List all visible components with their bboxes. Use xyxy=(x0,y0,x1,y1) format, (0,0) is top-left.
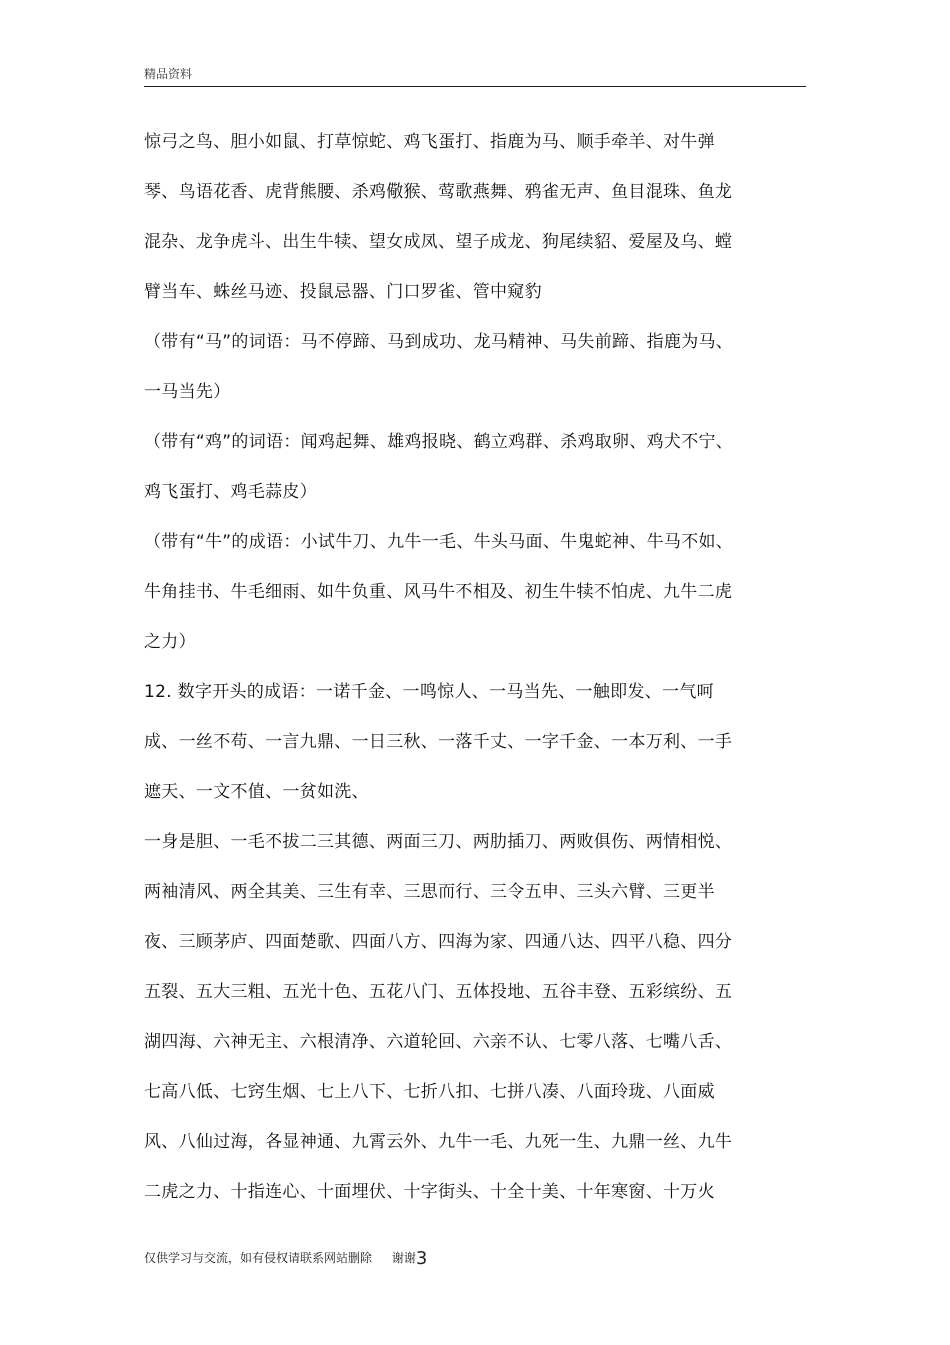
text-line: 一马当先） xyxy=(144,382,231,402)
footer-thanks: 谢谢 xyxy=(391,1251,416,1265)
header-label: 精品资料 xyxy=(144,67,193,81)
text-line: 牛角挂书、牛毛细雨、如牛负重、风马牛不相及、初生牛犊不怕虎、九牛二虎 xyxy=(144,582,733,602)
page-number: 3 xyxy=(415,1248,428,1269)
text-line: 鸡飞蛋打、鸡毛蒜皮） xyxy=(144,482,317,502)
page-header xyxy=(144,66,806,87)
text-line: 五裂、五大三粗、五光十色、五花八门、五体投地、五谷丰登、五彩缤纷、五 xyxy=(144,982,733,1002)
text-line: 湖四海、六神无主、六根清净、六道轮回、六亲不认、七零八落、七嘴八舌、 xyxy=(144,1032,733,1052)
text-line: 混杂、龙争虎斗、出生牛犊、望女成凤、望子成龙、狗尾续貂、爱屋及乌、螳 xyxy=(144,232,733,252)
document-body xyxy=(144,125,784,1225)
footer-note: 仅供学习与交流，如有侵权请联系网站删除 xyxy=(144,1251,373,1265)
text-line: 遮天、一文不值、一贫如洗、 xyxy=(144,782,369,802)
text-line: 夜、三顾茅庐、四面楚歌、四面八方、四海为家、四通八达、四平八稳、四分 xyxy=(144,932,733,952)
text-line: 七高八低、七窍生烟、七上八下、七折八扣、七拼八凑、八面玲珑、八面威 xyxy=(144,1082,715,1102)
text-line: 之力） xyxy=(144,632,196,652)
text-line: 一身是胆、一毛不拔二三其德、两面三刀、两肋插刀、两败俱伤、两情相悦、 xyxy=(144,832,733,852)
text-line: 风、八仙过海，各显神通、九霄云外、九牛一毛、九死一生、九鼎一丝、九牛 xyxy=(144,1132,733,1152)
text-line: 二虎之力、十指连心、十面埋伏、十字街头、十全十美、十年寒窗、十万火 xyxy=(144,1182,715,1202)
text-line: 12. 数字开头的成语：一诺千金、一鸣惊人、一马当先、一触即发、一气呵 xyxy=(144,682,714,702)
text-line: 两袖清风、两全其美、三生有幸、三思而行、三令五申、三头六臂、三更半 xyxy=(144,882,715,902)
text-line: （带有“马”的词语：马不停蹄、马到成功、龙马精神、马失前蹄、指鹿为马、 xyxy=(144,332,734,352)
text-line: 琴、鸟语花香、虎背熊腰、杀鸡儆猴、莺歌燕舞、鸦雀无声、鱼目混珠、鱼龙 xyxy=(144,182,733,202)
text-line: 惊弓之鸟、胆小如鼠、打草惊蛇、鸡飞蛋打、指鹿为马、顺手牵羊、对牛弹 xyxy=(144,132,715,152)
text-line: （带有“鸡”的词语：闻鸡起舞、雄鸡报晓、鹤立鸡群、杀鸡取卵、鸡犬不宁、 xyxy=(144,432,734,452)
text-line: 臂当车、蛛丝马迹、投鼠忌器、门口罗雀、管中窥豹 xyxy=(144,282,542,302)
page-footer xyxy=(144,1248,427,1269)
text-line: 成、一丝不苟、一言九鼎、一日三秋、一落千丈、一字千金、一本万利、一手 xyxy=(144,732,733,752)
text-line: （带有“牛”的成语：小试牛刀、九牛一毛、牛头马面、牛鬼蛇神、牛马不如、 xyxy=(144,532,734,552)
